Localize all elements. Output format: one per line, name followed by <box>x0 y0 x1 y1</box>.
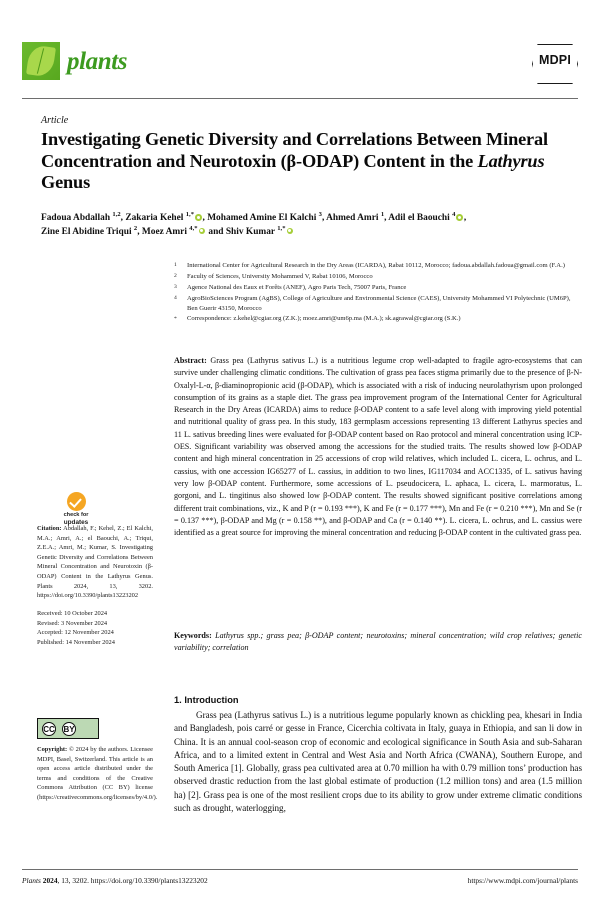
section-heading-introduction: 1. Introduction <box>174 695 239 705</box>
header-divider <box>22 98 578 99</box>
date-revised: Revised: 3 November 2024 <box>37 619 108 627</box>
keywords-text: Lathyrus spp.; grass pea; β-ODAP content; neurotoxins; mineral concentration; wild crop relatives; genetic variability; correlation <box>174 631 582 653</box>
affiliation-row <box>174 294 582 313</box>
footer-rest: , 13, 3202. https://doi.org/10.3390/plants13223202 <box>57 876 208 885</box>
date-accepted: Accepted: 12 November 2024 <box>37 629 114 637</box>
affiliation-text: International Center for Agricultural Research in the Dry Areas (ICARDA), Rabat 10112, Morocco; fadoua.abdallah.fadoua@gmail.com (F.A.) <box>187 262 565 269</box>
leaf-icon <box>22 42 60 80</box>
journal-title: plants <box>67 47 128 75</box>
title-genus: Lathyrus <box>477 150 545 171</box>
copyright-label: Copyright: <box>37 746 68 753</box>
journal-masthead <box>22 42 578 90</box>
check-for-updates-line2: updates <box>63 518 89 526</box>
affiliation-number: 2 <box>174 273 177 280</box>
copyright-block <box>37 745 158 803</box>
cc-by-icon: BY <box>62 722 76 736</box>
sidebar-metadata <box>37 524 153 648</box>
creative-commons-badge[interactable] <box>37 718 99 739</box>
affiliations-list <box>174 261 582 325</box>
affiliation-number: * <box>174 315 177 322</box>
title-line-3-rest: Genus <box>41 172 91 192</box>
affiliation-text: Faculty of Sciences, University Mohammed V, Rabat 10106, Morocco <box>187 272 373 280</box>
affiliation-number: 4 <box>174 295 177 302</box>
title-line-1: Investigating Genetic Diversity and Correlations Between <box>41 129 482 149</box>
date-published: Published: 14 November 2024 <box>37 639 115 647</box>
footer-divider <box>22 869 578 870</box>
mdpi-label: MDPI <box>538 53 572 67</box>
affiliation-text: AgroBioSciences Program (AgBS), College of Agriculture and Environmental Science (CAES), University Mohammed VI Polytechnic (UM6P), Ben Guerir 43150, Morocco <box>187 294 571 312</box>
citation-block <box>37 524 153 601</box>
date-received: Received: 10 October 2024 <box>37 609 108 617</box>
keywords-block <box>174 630 582 655</box>
author-line-2: Zine El Abidine Triqui $^2$, Moez Amri $^{4,*}$ and Shiv Kumar $^{1,*}$ <box>41 226 586 240</box>
check-for-updates-line1: check for <box>63 511 89 518</box>
cc-icon: CC <box>42 722 56 736</box>
affiliation-row <box>174 261 582 271</box>
title-line-2: Mineral Concentration and Neurotoxin (β-ODAP) Content in the <box>41 129 548 171</box>
section-body-introduction: Grass pea (Lathyrus sativus L.) is a nutritious legume popularly known as chickling pea, khesari in India and Bangladesh, pois carré or gesse in France, Cicerchia coltivata in Italy, guaya in Ethiopia, and san li dow in China. It is an annual cool-season crop of economic and ecological significance in South Asia and sub-Saharan Africa, and to a limited extent in Central and West Asia and North Africa (CWANA), Southern Europe, and South America [1]. Globally, grass pea cultivated area at 0.70 million ha with 0.79 million tons’ production has observed drastic reduction from the last global estimate of production (1.2 million tons) and area (1.5 million ha) [2]. Grass pea is one of the most resilient crops due to its ability to grow under extreme climatic conditions such as drought, waterlogging, <box>174 710 582 814</box>
paper-sheet <box>14 12 586 888</box>
author-line-1: Fadoua Abdallah $^{1,2}$, Zakaria Kehel $^{1,*}$ , Mohamed Amine El Kalchi $^3$, Ahmed Amri $^1$, Adil el Baouchi $^4$ , <box>41 210 467 223</box>
orcid-icon[interactable] <box>195 214 202 221</box>
footer-journal-url[interactable]: https://www.mdpi.com/journal/plants <box>467 876 578 885</box>
publication-dates <box>37 609 153 648</box>
affiliation-row <box>174 314 582 324</box>
footer-year: 2024 <box>42 876 58 885</box>
affiliation-number: 3 <box>174 284 177 291</box>
checkmark-icon <box>67 492 86 511</box>
check-for-updates-badge[interactable] <box>45 492 107 526</box>
abstract-label: Abstract: <box>174 356 207 365</box>
orcid-icon[interactable] <box>199 228 206 235</box>
affiliation-text: Agence National des Eaux et Forêts (ANEF), Agro Paris Tech, 75007 Paris, France <box>187 283 407 291</box>
affiliation-row <box>174 283 582 293</box>
citation-label: Citation: <box>37 525 62 532</box>
affiliation-number: 1 <box>174 262 177 269</box>
correspondence-text: Correspondence: z.kehel@cgiar.org (Z.K.); moez.amri@um6p.ma (M.A.); sk.agrawal@cgiar.org (S.K.) <box>187 315 461 323</box>
abstract-block <box>174 355 582 539</box>
orcid-icon[interactable] <box>456 214 463 221</box>
article-type-label: Article <box>41 115 69 126</box>
abstract-text: Grass pea (Lathyrus sativus L.) is a nutritious legume crop well-adapted to fragile agro-ecosystems that can survive under challenging climatic conditions. The cultivation of grass pea faces stigma primarily due to the presence of β-N-Oxalyl-L-α, β-diaminopropionic acid (β-ODAP), which is associated with a risk of inducing neurolathyrism upon prolonged consumption of its grains as a staple diet. The grass pea improvement program of the International Center for Agricultural Research in the Dry Areas (ICARDA) aims to reduce β-ODAP content to a safe level along with improving yield potential and nutritional quality of grass pea. In this study, 183 germplasm accessions representing 13 different Lathyrus species and 11 L. sativus breeding lines were evaluated for β-ODAP content based on Rao protocol and mineral concentration using ICP-OES. Significant variability was observed among the accessions for the studied traits. The results showed low β-ODAP content and high mineral concentration in 25 accessions of crop wild relatives, which included L. cicera, L. ochrus, and L. cassius, with one accession IG65277 of L. cassius, in addition to two lines, IG117034 and ACC1335, of L. sativus having very low β-ODAP content. Furthermore, some accessions of L. pseudocicera, L. aphaca, L. cicera, L. marmoratus, L. gorgoni, and L. tingitinus also showed low β-ODAP content. The results showed significant positive correlations among different trait combinations, viz., K and P (r = 0.193 ***), K and Fe (r = 0.177 ***), Mn and Fe (r = 0.210 ***), Mn and Se (r = 0.137 ***), β-ODAP and Mg (r = 0.158 **), and β-ODAP and Ca (r = 0.140 **). L. cicera, L. ochrus, and L. cassius were identified as a great source for improving the mineral concentration and reducing β-ODAP content in the cultivated grass pea. <box>174 356 582 538</box>
orcid-icon[interactable] <box>287 228 294 235</box>
journal-logo[interactable] <box>22 42 127 80</box>
mdpi-logo[interactable] <box>532 44 578 84</box>
footer-citation <box>22 876 208 885</box>
footer-journal: Plants <box>22 876 41 885</box>
affiliation-row <box>174 272 582 282</box>
copyright-text: © 2024 by the authors. Licensee MDPI, Basel, Switzerland. This article is an open access article distributed under the terms and conditions of the Creative Commons Attribution (CC BY) license (https://creativecommons.org/licenses/by/4.0/). <box>37 746 158 801</box>
author-list <box>41 212 586 239</box>
keywords-label: Keywords: <box>174 631 212 640</box>
page-title <box>41 129 581 194</box>
citation-text: Abdallah, F.; Kehel, Z.; El Kalchi, M.A.; Amri, A.; el Baouchi, A.; Triqui, Z.E.A.; Amri, M.; Kumar, S. Investigating Genetic Diversity and Correlations Between Mineral Concentration and Neurotoxin (β-ODAP) Content in the Lathyrus Genus. Plants 2024, 13, 3202. https://doi.org/10.3390/plants13223202 <box>37 525 153 600</box>
